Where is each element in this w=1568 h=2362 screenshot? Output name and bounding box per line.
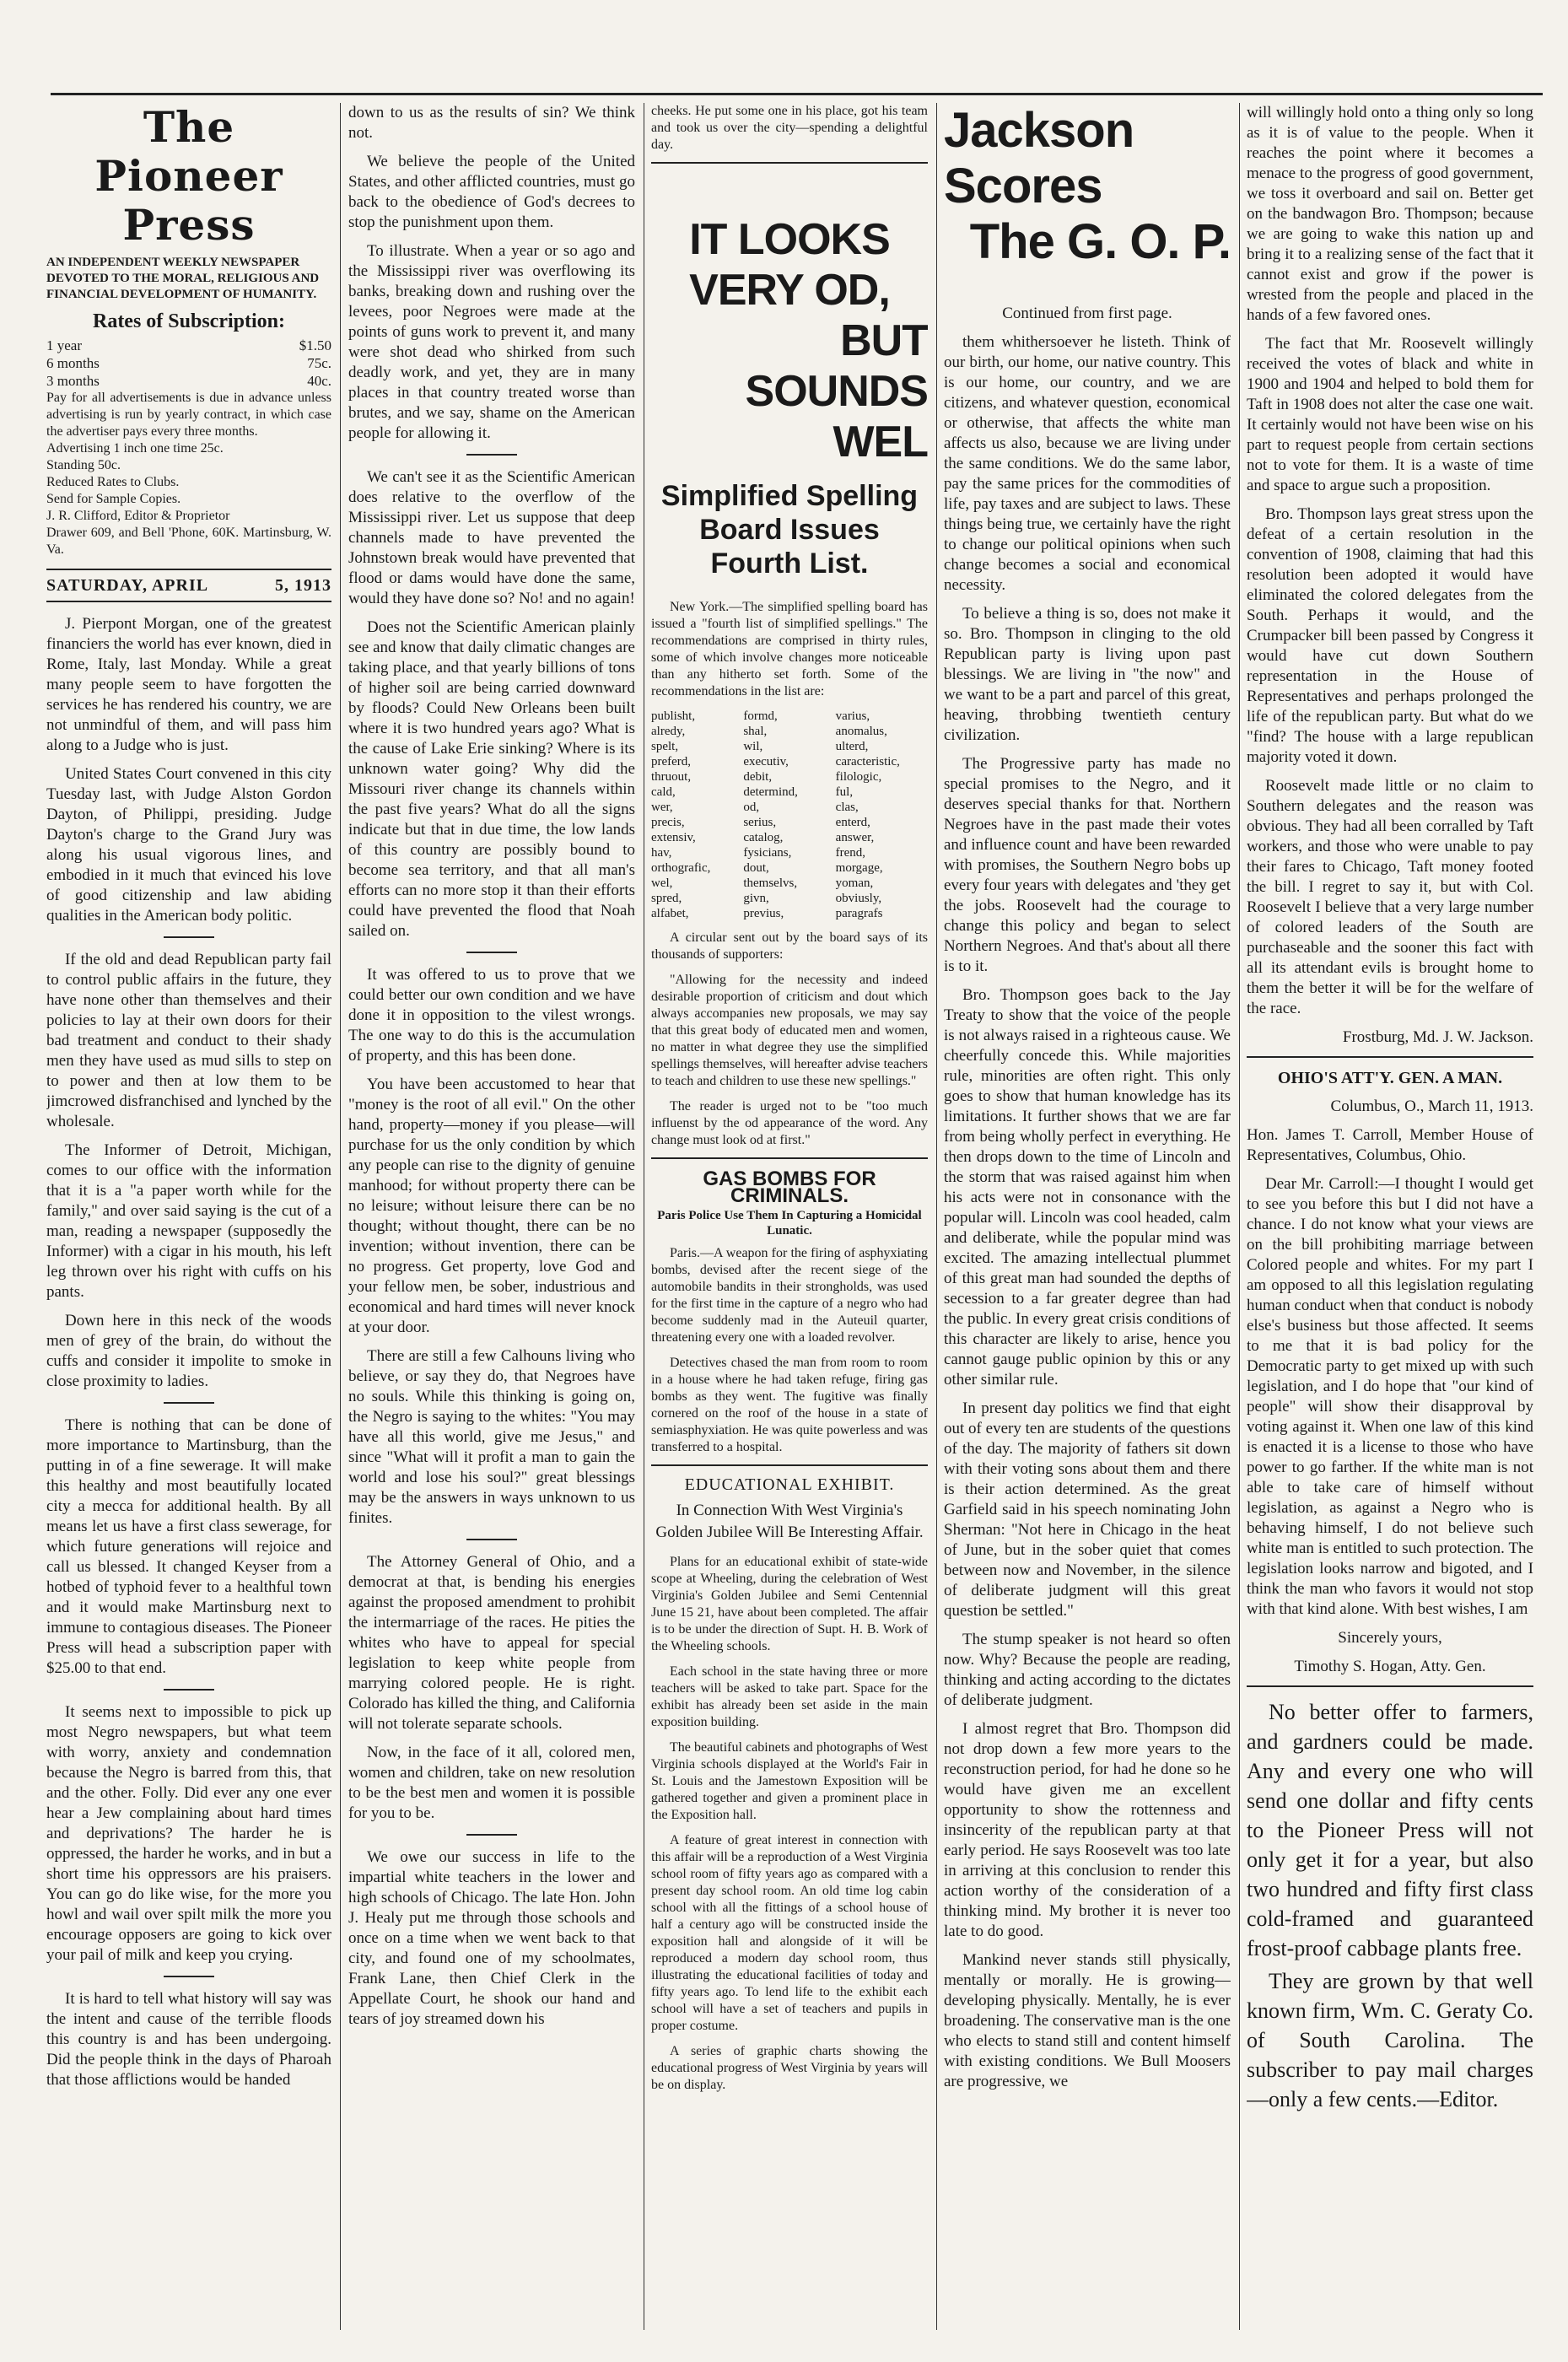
article-paragraph: The fact that Mr. Roosevelt willingly received the votes of black and white in 1900 and 1904 and helped to bold them for Taft in 1908 does not alter the case one wait. It certainly would not have been wise on his part to request people from certain sections not to vote for them. It is a waste of time and space to argue such a proposition. [1247, 335, 1533, 494]
article-paragraph: Continued from first page. [1002, 305, 1172, 322]
spelling-word: cald, [651, 785, 676, 799]
article-paragraph: The Informer of Detroit, Michigan, comes to our office with the information that it is a "a paper worth while for the family," and over said saying is the cut of a man, reading a newspaper (supposedly the Informer) with a cigar in his mouth, his left leg thrown over his right with cuffs on his pants. [46, 1141, 331, 1301]
divider [466, 952, 517, 953]
letter-address: Hon. James T. Carroll, Member House of Representatives, Columbus, Ohio. [1247, 1126, 1533, 1164]
article-paragraph: The Attorney General of Ohio, and a democrat at that, is bending his energies against the proposed amendment to prohibit the intermarriage of the races. He pities the whites who have to appeal for special legislation to keep white people from marrying colored people. He is right. Colorado has killed the thing, and California will not tolerate separate schools. [348, 1553, 635, 1733]
divider [466, 1834, 517, 1836]
spelling-word: shal, [743, 725, 768, 738]
article-paragraph: We believe the people of the United States, and other afflicted countries, must go back to the obedience of God's decrees to stop the punishment upon them. [348, 153, 635, 231]
article-paragraph: "Allowing for the necessity and indeed desirable proportion of criticism and dout which always accompanies new proposals, we may say that this great body of educated men and women, no matter in what degree they use the simplified spellings themselves, will hereafter advise teachers to teach and children to use these new spellings." [651, 973, 928, 1088]
rates-heading: Rates of Subscription: [92, 310, 285, 332]
article-paragraph: We owe our success in life to the impartial white teachers in the lower and high schools of Chicago. The late Hon. John J. Healy put me through those schools and once on a time when we went back to that city, and found one of my schoolmates, Frank Lane, then Chief Clerk in the Appellate Court, he shook our hand and tears of joy streamed down his [348, 1848, 635, 2028]
article-paragraph: A series of graphic charts showing the educational progress of West Virginia by years will be on display. [651, 2044, 928, 2092]
article-headline: EDUCATIONAL EXHIBIT. [684, 1475, 895, 1494]
spelling-word: formd, [743, 709, 778, 723]
spelling-word: filologic, [835, 770, 882, 784]
spelling-word: od, [743, 801, 760, 814]
rates-table [46, 337, 331, 390]
spelling-word: answer, [835, 831, 875, 844]
spelling-word: clas, [835, 801, 859, 814]
article-paragraph: To illustrate. When a year or so ago and the Mississippi river was overflowing its banks, breaking down and rushing over the levees, poor Negroes were made at the points of guns work to prevent it, and many were shot dead who shirked from such deadly work, and yet, they are in many places in that country treated worse than brutes, and we say, shame on the American people for allowing it. [348, 242, 635, 442]
divider [1247, 1056, 1533, 1058]
article-paragraph: Now, in the face of it all, colored men, women and children, take on new resolution to be the best men and women it is possible for you to be. [348, 1744, 635, 1822]
article-paragraph: Bro. Thompson lays great stress upon the defeat of a certain resolution in the convention of 1908, claiming that had this resolution been adopted it would have eliminated the colored delegates from the South. Perhaps it would, and the Crumpacker bill been passed by Congress it would have cut down Southern representation in the House of Representatives and perhaps prolonged the life of the republican party. But what do we "find? The house with a large republican majority voted it down. [1247, 505, 1533, 766]
spelling-word: anomalus, [835, 725, 887, 738]
article-paragraph: It is hard to tell what history will say was the intent and cause of the terrible floods this country is and has been undergoing. Did the people think in the days of Pharoah that those afflictions would be handed [46, 1990, 331, 2089]
article-paragraph: You have been accustomed to hear that "money is the root of all evil." On the other hand, property—money if you please—will purchase for us the only condition by which any people can rise to the dignity of genuine manhood; for without property there can be no leisure; without leisure there can be no thought; without thought, there can be no invention; without invention, there can be no progress. Get property, love God and your fellow men, be sober, industrious and economical and hard times will never knock at your door. [348, 1076, 635, 1336]
column-rule [936, 103, 937, 2330]
article-paragraph: down to us as the results of sin? We think not. [348, 104, 635, 142]
article-headline: OHIO'S ATT'Y. GEN. A MAN. [1277, 1069, 1503, 1087]
letter-body: Dear Mr. Carroll:—I thought I would get to see you before this but I did not have a chance. I do not know what your views are on the bill prohibiting marriage between Colored people and whites. For my part I am opposed to all this legislation regulating human conduct when that conduct is nobody else's business but those affected. It seems to me that it is bad policy for the Democratic party to get mixed up with such legislation, and I do hope that "our kind of people" will show their disapproval by voting against it. When one law of this kind is enacted it is a license to those who have power to go farther. If the white man is not able to take care of himself without legislation, as against a Negro who is behaving himself, I do not believe such white man is entitled to such protection. The legislation looks narrow and bigoted, and I think the man who favors it would not stop with that kind alone. With best wishes, I am [1247, 1175, 1533, 1618]
letter-date: Columbus, O., March 11, 1913. [1330, 1097, 1533, 1115]
divider [164, 1976, 214, 1977]
spelling-word: givn, [743, 892, 769, 905]
spelling-word: dout, [743, 861, 769, 875]
article-paragraph: It was offered to us to prove that we could better our own condition and we have done it in opposition to the vilest wrongs. The one way to do this is the accumulation of property, and this has been done. [348, 966, 635, 1065]
spelling-word: alfabet, [651, 907, 689, 920]
spelling-word: thruout, [651, 770, 692, 784]
divider [164, 1689, 214, 1691]
spelling-word: yoman, [835, 876, 874, 890]
spelling-word: wil, [743, 740, 763, 753]
spelling-word: precis, [651, 816, 685, 829]
divider [466, 1539, 517, 1540]
headline: Jackson Scores The G. O. P. [944, 103, 1231, 269]
article-paragraph: If the old and dead Republican party fail to control public affairs in the future, they have none other than themselves and their policies to lay at their own doors for their bad treatment and conduct to their shady men they have used as mud sills to step on to power and then at low them to be jimcrowed disfranchised and lynched by the wholesale. [46, 951, 331, 1130]
spelling-word: paragrafs [835, 907, 883, 920]
article-paragraph: Roosevelt made little or no claim to Southern delegates and the reason was obvious. They had all been corralled by Taft workers, and those who were unable to pay their fares to Chicago, Taft money footed the bill. I regret to say it, but with Col. Roosevelt I believe that a very large number of colored leaders of the South are purchaseable and the sooner this fact with all its attendant evils is brought home to them the better it will be for the welfare of the race. [1247, 777, 1533, 1017]
column-5 [1247, 103, 1533, 2330]
letter-closing: Sincerely yours, [1338, 1629, 1442, 1647]
divider [651, 162, 928, 164]
cabbage-plants-offer: No better offer to farmers, and gardners could be made. Any and every one who will send one dollar and fifty cents to the Pioneer Press will not only get it for a year, but also two hundred and fifty first class cold-framed and guaranteed frost-proof cabbage plants free. They are grown by that well known firm, Wm. C. Geraty Co. of South Carolina. The subscriber to pay mail charges—only a few cents.—Editor. [1247, 1700, 1533, 2111]
spelling-word: enterd, [835, 816, 870, 829]
article-paragraph: Detectives chased the man from room to room in a house where he had taken refuge, firing gas bombs as they went. The fugitive was finally cornered on the roof of the house in a state of semiasphyxiation. He was quite powerless and was transferred to a hospital. [651, 1356, 928, 1454]
spelling-word: previus, [743, 907, 784, 920]
spelling-word: extensiv, [651, 831, 696, 844]
divider [164, 936, 214, 938]
spelling-word: caracteristic, [835, 755, 900, 768]
spelling-word: executiv, [743, 755, 789, 768]
subheadline: Simplified Spelling Board Issues Fourth List. [660, 480, 919, 580]
article-subheadline: Paris Police Use Them In Capturing a Homicidal Lunatic. [657, 1209, 922, 1238]
article-paragraph: them whithersoever he listeth. Think of our birth, our home, our native country. This is our home, our country, and we are citizens, and whatever question, economical or otherwise, that affects the white man affects us also, because we are living under the same conditions. We do the same labor, pay the same prices for the commodities of life, pay taxes and are subject to laws. These things being true, we certainly have the right to change our political opinions when such change becomes a social and economical necessity. [944, 333, 1231, 594]
spelling-word: wel, [651, 876, 673, 890]
divider [164, 1402, 214, 1404]
article-subheadline: In Connection With West Virginia's Golden Jubilee Will Be Interesting Affair. [655, 1502, 924, 1541]
divider [651, 1464, 928, 1466]
spelling-word: wer, [651, 801, 673, 814]
rates-notes: Pay for all advertisements is due in advance unless advertising is run by yearly contract, in which case the advertiser pays every three months. Advertising 1 inch one time 25c. Standing 50c. Reduced Rates to Clubs. Send for Sample Copies. J. R. Clifford, Editor & Proprietor Drawer 609, and Bell 'Phone, 60K. Martinsburg, W. Va. [46, 391, 331, 557]
spelling-word: varius, [835, 709, 870, 723]
article-paragraph: New York.—The simplified spelling board has issued a "fourth list of simplified spellings." The recommendations are comprised in thirty rules, some of which involve changes more noticeable than any hitherto set forth. Some of the recommendations in the list are: [651, 600, 928, 698]
headline: BUT SOUNDS WEL [745, 316, 928, 466]
rate-row: 1 year $1.50 [46, 337, 331, 353]
article-paragraph: The reader is urged not to be "too much influenst by the od appearance of the word. Any change must look od at first." [651, 1099, 928, 1147]
article-paragraph: The Progressive party has made no special promises to the Negro, and it deserves special thanks for that. Northern Negroes have in the past made their votes and influence count and have been rewarded with promises, the Southern Negro bobs up every four years with delegates and 'they get the jobs. Roosevelt had the courage to change this policy and began to select Northern Negroes. And that's about all there is to it. [944, 755, 1231, 975]
article-paragraph: A feature of great interest in connection with this affair will be a reproduction of a West Virginia school room of fifty years ago as compared with a present day school room. An old time log cabin school with all the fittings of a school house of half a century ago will be constructed inside the exposition hall and alongside of it will be reproduced a modern day school room, thus illustrating the educational facilities of today and fifty years ago. To lend life to the exhibit each school will have a set of teachers and pupils in proper costume. [651, 1833, 928, 2033]
spelling-word: morgage, [835, 861, 883, 875]
article-paragraph: Paris.—A weapon for the firing of asphyxiating bombs, devised after the recent siege of the automobile bandits in their strongholds, was used for the first time in the capture of a negro who had become suddenly mad in the Auteuil quarter, threatening every one with a loaded revolver. [651, 1246, 928, 1345]
masthead-subtitle: AN INDEPENDENT WEEKLY NEWSPAPER DEVOTED TO THE MORAL, RELIGIOUS AND FINANCIAL DEVELOPMENT OF HUMANITY. [46, 256, 320, 301]
spelling-word: ulterd, [835, 740, 869, 753]
spelling-word: hav, [651, 846, 672, 860]
article-paragraph: Mankind never stands still physically, mentally or morally. He is growing—developing physically. Mentally, he is ever broadening. The conservative man is the one who elects to stand still and content himself with existing conditions. We Bull Moosers are progressive, we [944, 1951, 1231, 2090]
spelling-word: determind, [743, 785, 798, 799]
article-paragraph: In present day politics we find that eight out of every ten are students of the questions of the day. The majority of fathers sit down with their voting sons about them and there is their action determined. As the great Garfield said in his speech nominating John Sherman: "Not here in Chicago in the heat of June, but in the sober quiet that comes between now and November, in the silence of deliberate judgment will this great question be settled." [944, 1399, 1231, 1620]
masthead-title: The Pioneer Press [94, 103, 283, 250]
letter-signature: Timothy S. Hogan, Atty. Gen. [1294, 1658, 1486, 1675]
spelling-word: spred, [651, 892, 682, 905]
article-paragraph: We can't see it as the Scientific American does relative to the overflow of the Mississippi river. Let us suppose that deep channels made to have prevented the Johnstown break would have prevented that flood or dams would have done the same, would they have done so? No! and no again! [348, 468, 635, 607]
article-paragraph: Each school in the state having three or more teachers will be asked to take part. Space for the exhibit has already been set aside in the main exposition building. [651, 1664, 928, 1729]
article-paragraph: The stump speaker is not heard so often now. Why? Because the people are reading, thinking and acting according to the dictates of deliberate judgment. [944, 1631, 1231, 1709]
divider [1247, 1685, 1533, 1687]
divider [651, 1157, 928, 1159]
article-paragraph: The beautiful cabinets and photographs of West Virginia schools displayed at the World's Fair in St. Louis and the Jamestown Exposition will be gathered together and given a prominent place in the Exposition hall. [651, 1740, 928, 1822]
spelling-word: themselvs, [743, 876, 798, 890]
spelling-word: orthografic, [651, 861, 711, 875]
top-rule [51, 93, 1543, 95]
rate-row: 3 months 40c. [46, 373, 331, 389]
article-paragraph: will willingly hold onto a thing only so long as it is of value to the people. When it reaches the point where it becomes a menace to the progress of good government, we toss it overboard and sail on. Better get on the bandwagon Bro. Thompson; because we are going to wake this nation up and bring it to a realizing sense of the fact that it cannot exist and grow if the power is wrested from the people and placed in the hands of a few favored ones. [1247, 104, 1533, 324]
spelling-word: frend, [835, 846, 866, 860]
rate-row: 6 months 75c. [46, 355, 331, 371]
spelling-word: obviusly, [835, 892, 882, 905]
spelling-word: debit, [743, 770, 773, 784]
article-paragraph: United States Court convened in this city Tuesday last, with Judge Alston Gordon Dayton, of Philippi, presiding. Judge Dayton's charge to the Grand Jury was along his usual vigorous lines, and embodied in it much that evinced his love of good citizenship and law abiding qualities in the American body politic. [46, 765, 331, 925]
column-4 [944, 103, 1231, 2330]
article-paragraph: There is nothing that can be done of more importance to Martinsburg, than the putting in of a fine sewerage. It will make this healthy and most beautifully located city a mecca for additional health. By all means let us have a first class sewerage, for which future generations will rejoice and call us blessed. It changed Keyser from a hotbed of typhoid fever to a healthful town and it would make Martinsburg next to immune to contagious diseases. The Pioneer Press will head a subscription paper with $25.00 to that end. [46, 1416, 331, 1677]
article-paragraph: A circular sent out by the board says of its thousands of supporters: [651, 930, 928, 962]
column-1 [46, 103, 331, 2330]
article-paragraph: Does not the Scientific American plainly see and know that daily climatic changes are taking place, and that yearly billions of tons of higher soil are being carried downward by floods? Could New Orleans been built where it is two hundred years ago? What is the cause of Lake Erie sinking? Where is its unknown water going? Why did the Missouri river change its channels within the past five years? What do all the signs indicate but that in due time, the low lands of this country are possibly bound to become sea territory, and that all man's efforts can no more stop it than their efforts could have prevented the flood that Noah sailed on. [348, 618, 635, 940]
divider [466, 454, 517, 456]
spelling-word: catalog, [743, 831, 784, 844]
dateline: SATURDAY, APRIL 5, 1913 [46, 569, 331, 602]
article-headline: GAS BOMBS FOR CRIMINALS. [703, 1168, 876, 1207]
spelling-word: spelt, [651, 740, 679, 753]
article-paragraph: I almost regret that Bro. Thompson did not drop down a few more years to the reconstruction period, for had he done so he would have given me an excellent opportunity to show the rottenness and insincerity of the republican party at that early period. He says Roosevelt was too late in arriving at this conclusion to render this action worthy of the consideration of a thinking mind. My brother it is never too late to do good. [944, 1720, 1231, 1940]
article-paragraph: Bro. Thompson goes back to the Jay Treaty to show that the voice of the people is not always raised in a righteous cause. We cheerfully concede this. While majorities rule, minorities are often right. This only goes to show that human knowledge has its limitations. It further shows that we are far from being wholly perfect in everything. He then drops down to the time of Lincoln and the storm that was raised against him when his acts were not in consonance with the popular will. Lincoln was cool headed, calm and deliberate, while the popular mind was excited. The amazing intellectual plummet of this great man had sounded the depths of secession to a far greater degree than had the public. In every great crisis conditions of this character are likely to arise, hence you cannot gauge public opinion by this or any other similar rule. [944, 986, 1231, 1389]
article-paragraph: There are still a few Calhouns living who believe, or say they do, that Negroes have no souls. While this thinking is going on, the Negro is saying to the whites: "You may have all this world, give me Jesus," and since "What will it profit a man to gain the world and lose his soul?" great blessings may be the answers in ways unknown to us finites. [348, 1347, 635, 1527]
spelling-word: preferd, [651, 755, 692, 768]
spelling-word: fysicians, [743, 846, 792, 860]
spelling-word: alredy, [651, 725, 686, 738]
article-paragraph: cheeks. He put some one in his place, got his team and took us over the city—spending a delightful day. [651, 104, 928, 152]
article-paragraph: Down here in this neck of the woods men of grey of the brain, do without the cuffs and consider it impolite to smoke in close proximity to ladies. [46, 1312, 331, 1390]
article-paragraph: To believe a thing is so, does not make it so. Bro. Thompson in clinging to the old Republican party is living upon past blessings. We are living in "the now" and we want to be a part and parcel of this great, heaving, throbbing twentieth century civilization. [944, 605, 1231, 744]
spelling-word: ful, [835, 785, 854, 799]
spelling-word-list [651, 709, 928, 921]
column-rule [340, 103, 341, 2330]
spelling-word: publisht, [651, 709, 696, 723]
column-rule [1239, 103, 1240, 2330]
article-paragraph: Plans for an educational exhibit of state-wide scope at Wheeling, during the celebration of West Virginia's Golden Jubilee and Semi Centennial June 15 21, have about been completed. The affair is to be under the direction of Supt. H. B. Work of the Wheeling schools. [651, 1555, 928, 1653]
spelling-word: serius, [743, 816, 777, 829]
article-signoff: Frostburg, Md. J. W. Jackson. [1342, 1028, 1533, 1046]
headline: IT LOOKS VERY OD, [689, 215, 890, 315]
column-2 [348, 103, 635, 2330]
article-paragraph: J. Pierpont Morgan, one of the greatest financiers the world has ever known, died in Rome, Italy, last Monday. While a great many people seem to have forgotten the services he has rendered his country, we are not unmindful of them, and will pass him along to a Judge who is just. [46, 615, 331, 754]
article-paragraph: It seems next to impossible to pick up most Negro newspapers, but what teem with worry, anxiety and condemnation because the Negro is barred from this, that and the other. Folly. Did ever any one ever hear a Jew complaining about hard times and deprivations? The harder he is oppressed, the harder he works, and in but a short time his oppressors are his praisers. You can go do like wise, for the more you howl and wail over spilt milk the more you encourage opposers are going to kick over your pail of milk and keep you crying. [46, 1703, 331, 1964]
column-3 [651, 103, 928, 2330]
